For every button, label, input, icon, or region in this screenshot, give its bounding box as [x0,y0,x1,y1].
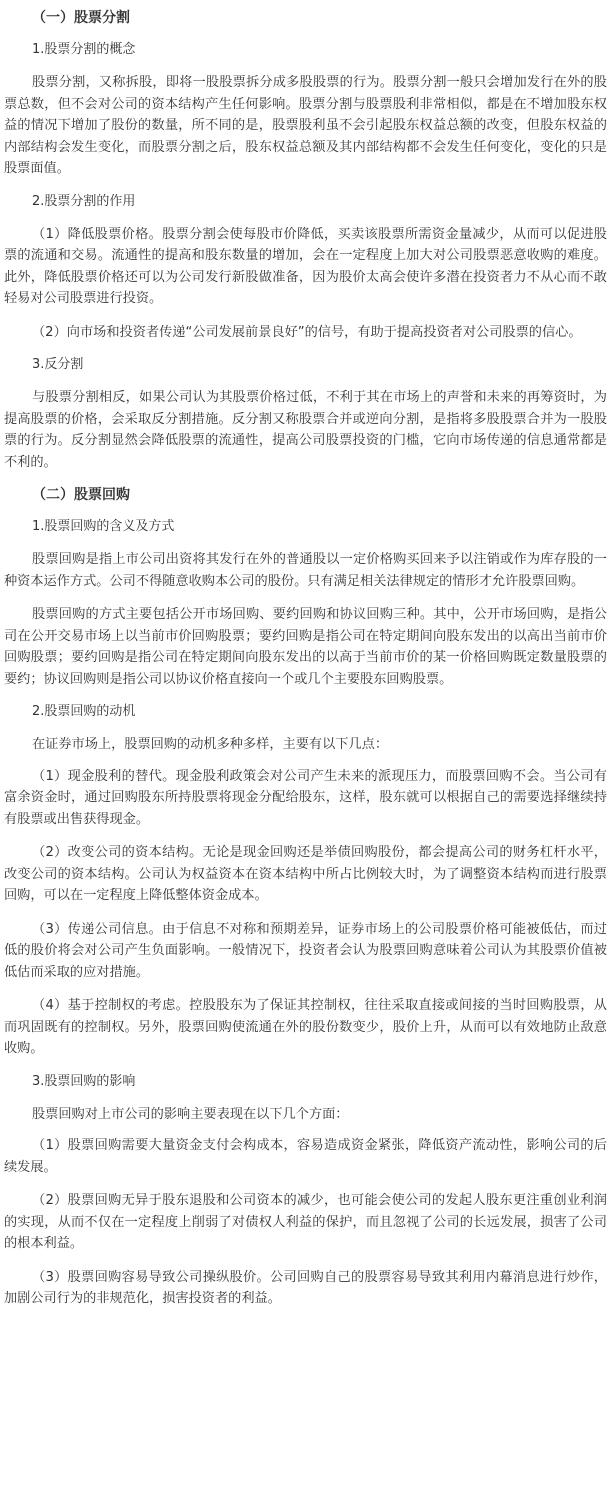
paragraph: （1）现金股利的替代。现金股利政策会对公司产生未来的派现压力，而股票回购不会。当公司有富余资金时，通过回购股东所持股票将现金分配给股东，这样，股东就可以根据自己的需要选择继续持有股票或出售获得现金。 [4,768,607,827]
paragraph: 股票回购的方式主要包括公开市场回购、要约回购和协议回购三种。其中，公开市场回购，是指公司在公开交易市场上以当前市价回购股票；要约回购是指公司在特定期间向股东发出的以高出当前市价回购股票；要约回购是指公司在特定期间向股东发出的以高于当前市价的某一价格回购既定数量股票的要约；协议回购则是指公司以协议价格直接向一个或几个主要股东回购股票。 [4,607,607,687]
paragraph: 与股票分割相反，如果公司认为其股票价格过低，不利于其在市场上的声誉和未来的再筹资时，为提高股票的价格，会采取反分割措施。反分割又称股票合并或逆向分割，是指将多股股票合并为一股股票的行为。反分割显然会降低股票的流通性，提高公司股票投资的门槛，它向市场传递的信息通常都是不利的。 [4,390,607,470]
paragraph: （3）传递公司信息。由于信息不对称和预期差异，证券市场上的公司股票价格可能被低估，而过低的股价将会对公司产生负面影响。一般情况下，投资者会认为股票回购意味着公司认为其股票价值被低估而采取的应对措施。 [4,921,607,980]
paragraph: （4）基于控制权的考虑。控股股东为了保证其控制权，往往采取直接或间接的当时回购股票，从而巩固既有的控制权。另外，股票回购使流通在外的股份数变少，股价上升，从而可以有效地防止敌意收购。 [4,998,607,1056]
subheading: 2.股票回购的动机 [32,704,136,719]
paragraph: （2）改变公司的资本结构。无论是现金回购还是举债回购股份，都会提高公司的财务杠杆水平，改变公司的资本结构。公司认为权益资本在资本结构中所占比例较大时，为了调整资本结构而进行股票回购，可以在一定程度上降低整体资金成本。 [4,845,607,903]
subheading: 2.股票分割的作用 [32,193,136,209]
paragraph: （2）股票回购无异于股东退股和公司资本的减少，也可能会使公司的发起人股东更注重创业利润的实现，从而不仅在一定程度上削弱了对债权人利益的保护，而且忽视了公司的长远发展，损害了公司的根本利益。 [4,1193,607,1251]
paragraph: （1）降低股票价格。股票分割会使每股市价降低，买卖该股票所需资金量减少，从而可以促进股票的流通和交易。流通性的提高和股东数量的增加，会在一定程度上加大对公司股票恶意收购的难度。此外，降低股票价格还可以为公司发行新股做准备，因为股价太高会使许多潜在投资者力不从心而不敢轻易对公司股票进行投资。 [4,226,607,306]
paragraph: 股票回购是指上市公司出资将其发行在外的普通股以一定价格购买回来予以注销或作为库存股的一种资本运作方式。公司不得随意收购本公司的股份。只有满足相关法律规定的情形才允许股票回购。 [4,552,607,589]
subheading: 1.股票回购的含义及方式 [32,519,175,534]
subheading: 3.股票回购的影响 [32,1073,136,1089]
paragraph: （2）向市场和投资者传递“公司发展前景良好”的信号，有助于提高投资者对公司股票的信心。 [32,324,582,340]
paragraph: 在证券市场上，股票回购的动机多种多样，主要有以下几点： [32,737,389,752]
paragraph: 股票分割，又称拆股，即将一股股票拆分成多股股票的行为。股票分割一般只会增加发行在外的股票总数，但不会对公司的资本结构产生任何影响。股票分割与股票股利非常相似，都是在不增加股东权益的情况下增加了股份的数量，所不同的是，股票股利虽不会引起股东权益总额的改变，但股东权益的内部结构会发生变化，而股票分割之后，股东权益总额及其内部结构都不会发生任何变化，变化的只是股票面值。 [4,75,607,176]
section-title-stock-buyback: （二）股票回购 [32,487,130,503]
subheading: 3.反分割 [32,357,84,372]
subheading: 1.股票分割的概念 [32,42,136,57]
paragraph: （1）股票回购需要大量资金支付会构成本，容易造成资金紧张，降低资产流动性，影响公司的后续发展。 [4,1138,607,1175]
paragraph: 股票回购对上市公司的影响主要表现在以下几个方面： [32,1106,349,1122]
paragraph: （3）股票回购容易导致公司操纵股价。公司回购自己的股票容易导致其利用内幕消息进行炒作，加剧公司行为的非规范化，损害投资者的利益。 [4,1269,607,1306]
section-title-stock-split: （一）股票分割 [32,10,130,26]
